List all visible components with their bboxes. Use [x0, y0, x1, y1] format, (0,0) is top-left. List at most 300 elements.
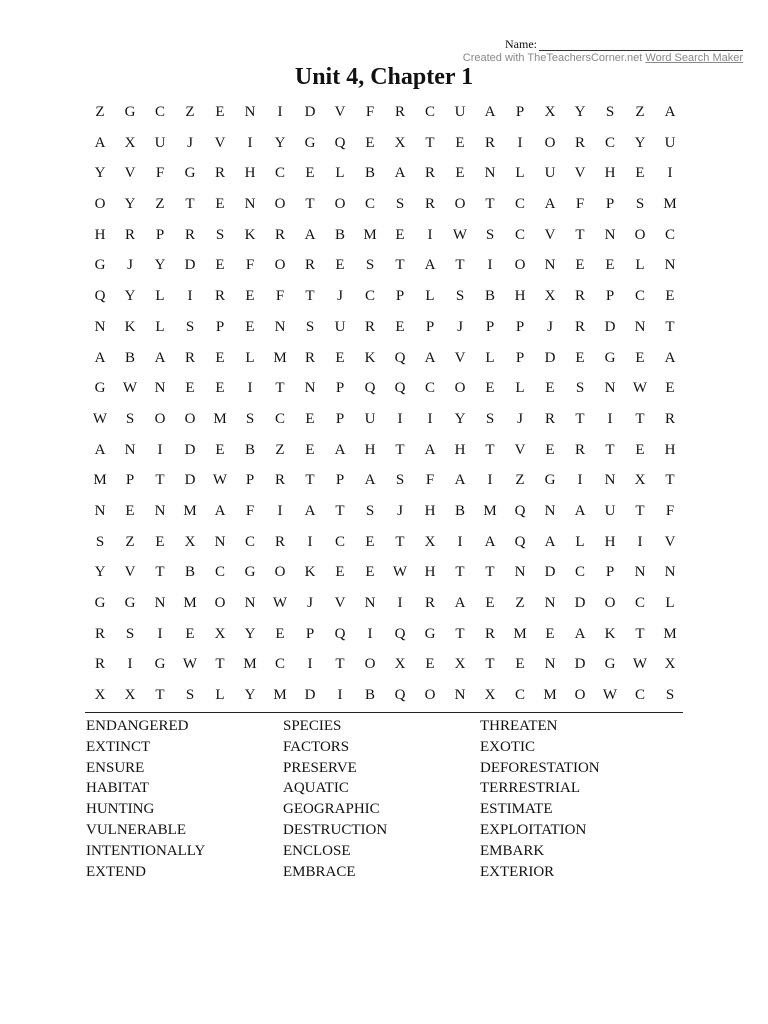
grid-letter[interactable]: O	[604, 595, 616, 611]
grid-letter[interactable]: I	[157, 441, 163, 458]
grid-letter[interactable]: R	[184, 349, 195, 366]
grid-letter[interactable]: R	[664, 410, 675, 427]
grid-letter[interactable]: E	[365, 564, 375, 581]
grid-letter[interactable]: C	[274, 165, 285, 182]
grid-letter[interactable]: E	[605, 257, 615, 274]
grid-letter[interactable]: I	[307, 656, 313, 673]
grid-letter[interactable]: A	[214, 502, 226, 519]
grid-letter[interactable]: X	[184, 533, 196, 550]
grid-letter[interactable]: A	[154, 349, 166, 366]
grid-letter[interactable]: W	[122, 380, 138, 397]
grid-letter[interactable]: T	[575, 226, 585, 243]
grid-letter[interactable]: Q	[394, 349, 406, 366]
grid-letter[interactable]: T	[635, 410, 645, 427]
grid-letter[interactable]: I	[397, 595, 403, 611]
grid-letter[interactable]: Y	[154, 257, 166, 274]
grid-letter[interactable]: S	[185, 687, 195, 704]
grid-letter[interactable]: T	[335, 656, 345, 673]
grid-letter[interactable]: P	[605, 564, 615, 581]
grid-letter[interactable]: U	[604, 502, 616, 519]
grid-letter[interactable]: O	[574, 687, 586, 704]
grid-letter[interactable]: Y	[94, 564, 106, 581]
grid-letter[interactable]: I	[667, 165, 673, 182]
grid-letter[interactable]: E	[305, 410, 315, 427]
grid-letter[interactable]: F	[245, 257, 255, 274]
grid-letter[interactable]: R	[424, 595, 435, 611]
grid-letter[interactable]: T	[305, 472, 315, 489]
grid-letter[interactable]: H	[94, 226, 106, 243]
grid-letter[interactable]: I	[187, 288, 193, 305]
grid-letter[interactable]: T	[455, 564, 465, 581]
grid-letter[interactable]: V	[334, 595, 346, 611]
grid-letter[interactable]: T	[215, 656, 225, 673]
grid-letter[interactable]: I	[307, 533, 313, 550]
grid-letter[interactable]: T	[305, 288, 315, 305]
grid-letter[interactable]: L	[665, 595, 675, 611]
grid-letter[interactable]: T	[605, 441, 615, 458]
grid-letter[interactable]: J	[397, 502, 403, 519]
grid-letter[interactable]: P	[425, 318, 435, 335]
grid-letter[interactable]: N	[214, 533, 226, 550]
grid-letter[interactable]: O	[94, 196, 106, 213]
grid-letter[interactable]: T	[485, 441, 495, 458]
grid-letter[interactable]: E	[305, 165, 315, 182]
grid-letter[interactable]: E	[635, 441, 645, 458]
grid-letter[interactable]: Z	[515, 595, 525, 611]
grid-letter[interactable]: C	[634, 687, 645, 704]
grid-letter[interactable]: Z	[185, 104, 195, 120]
grid-letter[interactable]: U	[364, 410, 376, 427]
grid-letter[interactable]: O	[274, 257, 286, 274]
grid-letter[interactable]: T	[455, 625, 465, 642]
grid-letter[interactable]: E	[335, 257, 345, 274]
grid-letter[interactable]: C	[604, 134, 615, 151]
grid-letter[interactable]: Y	[454, 410, 466, 427]
grid-letter[interactable]: A	[424, 349, 436, 366]
grid-letter[interactable]: P	[485, 318, 495, 335]
grid-letter[interactable]: H	[424, 564, 436, 581]
grid-letter[interactable]: N	[544, 502, 556, 519]
grid-letter[interactable]: I	[457, 533, 463, 550]
grid-letter[interactable]: D	[544, 349, 556, 366]
grid-letter[interactable]: N	[94, 318, 106, 335]
grid-letter[interactable]: N	[544, 257, 556, 274]
grid-letter[interactable]: M	[93, 472, 107, 489]
grid-letter[interactable]: V	[334, 104, 346, 120]
grid-letter[interactable]: G	[604, 349, 616, 366]
grid-letter[interactable]: A	[364, 472, 376, 489]
grid-letter[interactable]: S	[395, 472, 405, 489]
grid-letter[interactable]: N	[604, 472, 616, 489]
grid-letter[interactable]: K	[244, 226, 256, 243]
grid-letter[interactable]: V	[664, 533, 676, 550]
grid-letter[interactable]: K	[604, 625, 616, 642]
grid-letter[interactable]: P	[605, 196, 615, 213]
grid-letter[interactable]: I	[157, 625, 163, 642]
grid-letter[interactable]: C	[514, 196, 525, 213]
grid-letter[interactable]: N	[664, 257, 676, 274]
grid-letter[interactable]: S	[305, 318, 315, 335]
grid-letter[interactable]: E	[215, 349, 225, 366]
grid-letter[interactable]: I	[397, 410, 403, 427]
grid-letter[interactable]: O	[454, 196, 466, 213]
grid-letter[interactable]: A	[334, 441, 346, 458]
grid-letter[interactable]: D	[544, 564, 556, 581]
grid-letter[interactable]: E	[575, 349, 585, 366]
grid-letter[interactable]: B	[364, 687, 375, 704]
grid-letter[interactable]: O	[364, 656, 376, 673]
grid-letter[interactable]: C	[244, 533, 255, 550]
grid-letter[interactable]: S	[605, 104, 615, 120]
grid-letter[interactable]: G	[124, 104, 136, 120]
grid-letter[interactable]: L	[485, 349, 495, 366]
grid-letter[interactable]: E	[455, 134, 465, 151]
grid-letter[interactable]: S	[665, 687, 675, 704]
grid-letter[interactable]: O	[274, 196, 286, 213]
grid-letter[interactable]: T	[395, 257, 405, 274]
grid-letter[interactable]: I	[577, 472, 583, 489]
grid-letter[interactable]: S	[125, 410, 135, 427]
grid-letter[interactable]: X	[124, 687, 136, 704]
grid-letter[interactable]: K	[124, 318, 136, 335]
grid-letter[interactable]: C	[514, 226, 525, 243]
grid-letter[interactable]: I	[517, 134, 523, 151]
grid-letter[interactable]: A	[454, 595, 466, 611]
grid-letter[interactable]: X	[124, 134, 136, 151]
grid-letter[interactable]: R	[274, 472, 285, 489]
grid-letter[interactable]: A	[484, 533, 496, 550]
grid-letter[interactable]: U	[544, 165, 556, 182]
grid-letter[interactable]: L	[155, 318, 165, 335]
grid-letter[interactable]: F	[425, 472, 435, 489]
grid-letter[interactable]: R	[274, 533, 285, 550]
grid-letter[interactable]: L	[335, 165, 345, 182]
grid-letter[interactable]: S	[245, 410, 255, 427]
grid-letter[interactable]: Z	[275, 441, 285, 458]
grid-letter[interactable]: R	[214, 288, 225, 305]
grid-letter[interactable]: E	[275, 625, 285, 642]
grid-letter[interactable]: E	[335, 564, 345, 581]
grid-letter[interactable]: E	[485, 380, 495, 397]
grid-letter[interactable]: G	[94, 257, 106, 274]
grid-letter[interactable]: F	[155, 165, 165, 182]
grid-letter[interactable]: T	[485, 656, 495, 673]
grid-letter[interactable]: C	[514, 687, 525, 704]
grid-letter[interactable]: C	[274, 410, 285, 427]
grid-letter[interactable]: N	[664, 564, 676, 581]
grid-letter[interactable]: P	[335, 380, 345, 397]
grid-letter[interactable]: O	[544, 134, 556, 151]
grid-letter[interactable]: I	[127, 656, 133, 673]
grid-letter[interactable]: E	[365, 533, 375, 550]
grid-letter[interactable]: P	[215, 318, 225, 335]
grid-letter[interactable]: A	[94, 441, 106, 458]
grid-letter[interactable]: M	[513, 625, 527, 642]
grid-letter[interactable]: M	[183, 502, 197, 519]
grid-letter[interactable]: X	[544, 104, 556, 120]
grid-letter[interactable]: Z	[125, 533, 135, 550]
grid-letter[interactable]: X	[544, 288, 556, 305]
grid-letter[interactable]: E	[185, 625, 195, 642]
grid-letter[interactable]: X	[454, 656, 466, 673]
grid-letter[interactable]: G	[124, 595, 136, 611]
grid-letter[interactable]: V	[214, 134, 226, 151]
grid-letter[interactable]: O	[214, 595, 226, 611]
grid-letter[interactable]: C	[334, 533, 345, 550]
grid-letter[interactable]: H	[244, 165, 256, 182]
grid-letter[interactable]: D	[604, 318, 616, 335]
grid-letter[interactable]: N	[124, 441, 136, 458]
grid-letter[interactable]: A	[664, 104, 676, 120]
grid-letter[interactable]: B	[334, 226, 345, 243]
grid-letter[interactable]: N	[454, 687, 466, 704]
grid-letter[interactable]: Y	[94, 165, 106, 182]
grid-letter[interactable]: X	[484, 687, 496, 704]
grid-letter[interactable]: S	[575, 380, 585, 397]
grid-letter[interactable]: R	[214, 165, 225, 182]
grid-letter[interactable]: Y	[574, 104, 586, 120]
grid-letter[interactable]: T	[455, 257, 465, 274]
grid-letter[interactable]: V	[454, 349, 466, 366]
grid-letter[interactable]: B	[184, 564, 195, 581]
grid-letter[interactable]: B	[124, 349, 135, 366]
grid-letter[interactable]: E	[545, 625, 555, 642]
grid-letter[interactable]: R	[544, 410, 555, 427]
grid-letter[interactable]: E	[305, 441, 315, 458]
grid-letter[interactable]: B	[454, 502, 465, 519]
grid-letter[interactable]: N	[364, 595, 376, 611]
grid-letter[interactable]: S	[485, 226, 495, 243]
grid-letter[interactable]: R	[424, 165, 435, 182]
grid-letter[interactable]: R	[574, 318, 585, 335]
grid-letter[interactable]: G	[94, 380, 106, 397]
grid-letter[interactable]: N	[604, 380, 616, 397]
grid-letter[interactable]: B	[364, 165, 375, 182]
grid-letter[interactable]: L	[575, 533, 585, 550]
grid-letter[interactable]: O	[184, 410, 196, 427]
grid-letter[interactable]: S	[185, 318, 195, 335]
grid-letter[interactable]: R	[574, 441, 585, 458]
grid-letter[interactable]: N	[304, 380, 316, 397]
grid-letter[interactable]: E	[395, 318, 405, 335]
grid-letter[interactable]: W	[632, 656, 648, 673]
grid-letter[interactable]: E	[185, 380, 195, 397]
grid-letter[interactable]: M	[273, 687, 287, 704]
grid-letter[interactable]: M	[243, 656, 257, 673]
grid-letter[interactable]: U	[154, 134, 166, 151]
grid-letter[interactable]: D	[574, 656, 586, 673]
grid-letter[interactable]: P	[335, 472, 345, 489]
grid-letter[interactable]: N	[244, 104, 256, 120]
grid-letter[interactable]: N	[544, 595, 556, 611]
grid-letter[interactable]: O	[334, 196, 346, 213]
grid-letter[interactable]: E	[455, 165, 465, 182]
grid-letter[interactable]: W	[632, 380, 648, 397]
grid-letter[interactable]: A	[574, 625, 586, 642]
grid-letter[interactable]: R	[574, 134, 585, 151]
grid-letter[interactable]: Q	[514, 533, 526, 550]
grid-letter[interactable]: A	[304, 226, 316, 243]
grid-letter[interactable]: W	[92, 410, 108, 427]
grid-letter[interactable]: Z	[95, 104, 105, 120]
grid-letter[interactable]: C	[364, 288, 375, 305]
grid-letter[interactable]: W	[602, 687, 618, 704]
grid-letter[interactable]: C	[424, 380, 435, 397]
grid-letter[interactable]: Z	[515, 472, 525, 489]
grid-letter[interactable]: U	[664, 134, 676, 151]
grid-letter[interactable]: P	[245, 472, 255, 489]
grid-letter[interactable]: T	[635, 502, 645, 519]
grid-letter[interactable]: Y	[124, 288, 136, 305]
grid-letter[interactable]: R	[274, 226, 285, 243]
grid-letter[interactable]: T	[155, 687, 165, 704]
grid-letter[interactable]: Y	[274, 134, 286, 151]
grid-letter[interactable]: B	[484, 288, 495, 305]
grid-letter[interactable]: E	[485, 595, 495, 611]
grid-letter[interactable]: H	[514, 288, 526, 305]
grid-letter[interactable]: S	[395, 196, 405, 213]
grid-letter[interactable]: T	[575, 410, 585, 427]
grid-letter[interactable]: T	[395, 441, 405, 458]
grid-letter[interactable]: C	[154, 104, 165, 120]
grid-letter[interactable]: E	[545, 441, 555, 458]
grid-letter[interactable]: Q	[364, 380, 376, 397]
grid-letter[interactable]: N	[244, 595, 256, 611]
grid-letter[interactable]: X	[394, 134, 406, 151]
grid-letter[interactable]: E	[575, 257, 585, 274]
grid-letter[interactable]: X	[664, 656, 676, 673]
grid-letter[interactable]: R	[304, 257, 315, 274]
grid-letter[interactable]: N	[154, 380, 166, 397]
grid-letter[interactable]: C	[424, 104, 435, 120]
grid-letter[interactable]: O	[424, 687, 436, 704]
grid-letter[interactable]: T	[485, 196, 495, 213]
grid-letter[interactable]: S	[215, 226, 225, 243]
grid-letter[interactable]: N	[484, 165, 496, 182]
grid-letter[interactable]: M	[213, 410, 227, 427]
grid-letter[interactable]: Z	[155, 196, 165, 213]
grid-letter[interactable]: W	[272, 595, 288, 611]
grid-letter[interactable]: P	[125, 472, 135, 489]
grid-letter[interactable]: L	[215, 687, 225, 704]
grid-letter[interactable]: D	[184, 257, 196, 274]
grid-letter[interactable]: Z	[635, 104, 645, 120]
grid-letter[interactable]: P	[515, 104, 525, 120]
grid-letter[interactable]: J	[187, 134, 193, 151]
grid-letter[interactable]: M	[183, 595, 197, 611]
grid-letter[interactable]: G	[544, 472, 556, 489]
grid-letter[interactable]: M	[663, 625, 677, 642]
grid-letter[interactable]: L	[635, 257, 645, 274]
grid-letter[interactable]: T	[425, 134, 435, 151]
grid-letter[interactable]: R	[304, 349, 315, 366]
grid-letter[interactable]: P	[605, 288, 615, 305]
credit-link[interactable]: Word Search Maker	[645, 52, 743, 64]
grid-letter[interactable]: G	[304, 134, 316, 151]
grid-letter[interactable]: I	[247, 380, 253, 397]
grid-letter[interactable]: N	[544, 656, 556, 673]
grid-letter[interactable]: A	[94, 349, 106, 366]
grid-letter[interactable]: I	[367, 625, 373, 642]
grid-letter[interactable]: M	[363, 226, 377, 243]
grid-letter[interactable]: R	[94, 656, 105, 673]
grid-letter[interactable]: C	[574, 564, 585, 581]
grid-letter[interactable]: A	[94, 134, 106, 151]
grid-letter[interactable]: F	[275, 288, 285, 305]
grid-letter[interactable]: A	[304, 502, 316, 519]
grid-letter[interactable]: X	[634, 472, 646, 489]
grid-letter[interactable]: R	[484, 625, 495, 642]
grid-letter[interactable]: H	[664, 441, 676, 458]
grid-letter[interactable]: C	[364, 196, 375, 213]
grid-letter[interactable]: O	[514, 257, 526, 274]
grid-letter[interactable]: A	[424, 257, 436, 274]
grid-letter[interactable]: S	[485, 410, 495, 427]
grid-letter[interactable]: M	[543, 687, 557, 704]
grid-letter[interactable]: W	[182, 656, 198, 673]
grid-letter[interactable]: D	[304, 104, 316, 120]
grid-letter[interactable]: A	[664, 349, 676, 366]
grid-letter[interactable]: S	[455, 288, 465, 305]
grid-letter[interactable]: N	[634, 318, 646, 335]
grid-letter[interactable]: H	[454, 441, 466, 458]
grid-letter[interactable]: D	[304, 687, 316, 704]
grid-letter[interactable]: P	[515, 349, 525, 366]
grid-letter[interactable]: I	[277, 104, 283, 120]
grid-letter[interactable]: I	[247, 134, 253, 151]
grid-letter[interactable]: D	[184, 441, 196, 458]
grid-letter[interactable]: R	[364, 318, 375, 335]
grid-letter[interactable]: X	[214, 625, 226, 642]
grid-letter[interactable]: V	[544, 226, 556, 243]
grid-letter[interactable]: E	[425, 656, 435, 673]
grid-letter[interactable]: I	[487, 257, 493, 274]
grid-letter[interactable]: J	[337, 288, 343, 305]
grid-letter[interactable]: A	[424, 441, 436, 458]
grid-letter[interactable]: E	[215, 104, 225, 120]
grid-letter[interactable]: T	[185, 196, 195, 213]
grid-letter[interactable]: S	[635, 196, 645, 213]
grid-letter[interactable]: T	[155, 472, 165, 489]
grid-letter[interactable]: E	[155, 533, 165, 550]
grid-letter[interactable]: F	[365, 104, 375, 120]
grid-letter[interactable]: M	[273, 349, 287, 366]
grid-letter[interactable]: P	[395, 288, 405, 305]
grid-letter[interactable]: E	[245, 318, 255, 335]
grid-letter[interactable]: E	[215, 196, 225, 213]
grid-letter[interactable]: F	[575, 196, 585, 213]
grid-letter[interactable]: A	[454, 472, 466, 489]
grid-letter[interactable]: E	[665, 380, 675, 397]
grid-letter[interactable]: V	[124, 564, 136, 581]
grid-letter[interactable]: G	[154, 656, 166, 673]
grid-letter[interactable]: E	[395, 226, 405, 243]
grid-letter[interactable]: T	[335, 502, 345, 519]
grid-letter[interactable]: I	[277, 502, 283, 519]
grid-letter[interactable]: G	[184, 165, 196, 182]
grid-letter[interactable]: P	[305, 625, 315, 642]
grid-letter[interactable]: C	[634, 288, 645, 305]
grid-letter[interactable]: P	[155, 226, 165, 243]
grid-letter[interactable]: V	[124, 165, 136, 182]
grid-letter[interactable]: R	[124, 226, 135, 243]
grid-letter[interactable]: O	[274, 564, 286, 581]
grid-letter[interactable]: H	[364, 441, 376, 458]
grid-letter[interactable]: F	[245, 502, 255, 519]
grid-letter[interactable]: T	[635, 625, 645, 642]
grid-letter[interactable]: W	[392, 564, 408, 581]
grid-letter[interactable]: Q	[394, 625, 406, 642]
